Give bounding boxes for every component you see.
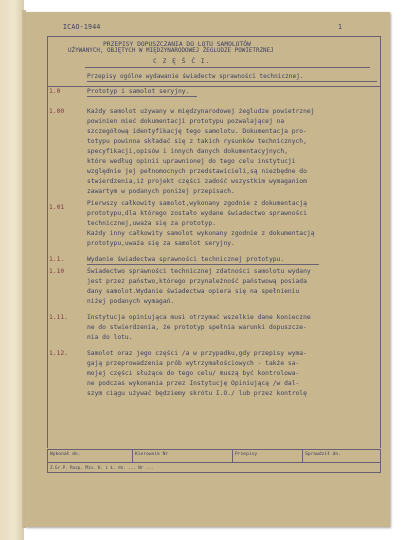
section-underline bbox=[87, 81, 377, 82]
item-line: nia do lotu. bbox=[87, 334, 133, 341]
item-line: jest przez państwo,którego przynależność państwową posiada bbox=[87, 278, 307, 285]
title-line-2: UŻYWANYCH, OBJĘTYCH W MIĘDZYNARODOWEJ ŻEGLUDZE POWIETRZNEJ bbox=[68, 48, 274, 54]
item-number: 1.12. bbox=[49, 350, 68, 357]
title-underline bbox=[85, 67, 370, 68]
page-number: 1 bbox=[338, 23, 343, 31]
item-line: które według opinii uprawnionej do tego celu instytucji bbox=[87, 158, 296, 165]
item-number: 1.1. bbox=[49, 256, 65, 263]
item-line: względnie jej pełnomocnych przedstawicieli,są niezbędne do bbox=[87, 168, 307, 175]
item-line: mojej części służące do tego celu/ muszą być kontrolowa- bbox=[87, 370, 300, 377]
document-page bbox=[25, 12, 390, 527]
margin-rule-right bbox=[380, 36, 381, 448]
footer-table bbox=[47, 449, 381, 473]
item-line: ne do stwierdzenia, że prototyp spełnia warunki dopuszcze- bbox=[87, 324, 307, 331]
part-heading: C Z Ę Ś Ć I. bbox=[153, 58, 211, 65]
item-line: zawartym w podanych poniżej przepisach. bbox=[87, 188, 235, 195]
item-line: Wydanie świadectwa sprawności technicznej prototypu. bbox=[87, 256, 285, 263]
margin-rule-left bbox=[47, 36, 48, 448]
binder-cover bbox=[0, 0, 24, 540]
item-line: niżej podanych wymagań. bbox=[87, 298, 175, 305]
item-number: 1.10 bbox=[49, 268, 65, 275]
item-line: powinien mieć dokumentacji prototypu pozwalającej na bbox=[87, 118, 285, 125]
item-underline bbox=[87, 264, 319, 265]
item-line: Pierwszy całkowity samolot,wykonany zgodnie z dokumentacją bbox=[87, 200, 307, 207]
footer-note: Z.Gr.P. Rozp. Min. K. i Ł. dn. ... Nr ... bbox=[48, 462, 380, 473]
header-rule bbox=[47, 36, 380, 37]
item-number: 1.00 bbox=[49, 108, 65, 115]
item-line: Świadectwo sprawności technicznej zdatności samolotu wydany bbox=[87, 268, 311, 275]
item-line: gają przeprowadzenia prób wytrzymałościowych - także sa- bbox=[87, 360, 300, 367]
footer-cell: Sprawdził dn. bbox=[305, 452, 341, 457]
footer-cell: Przepisy bbox=[233, 450, 303, 462]
item-underline bbox=[87, 96, 197, 97]
item-line: prototypu,dla którego zostało wydane świadectwo sprawności bbox=[87, 210, 307, 217]
item-line: szczegółową identyfikację tego samolotu. Dokumentacja pro- bbox=[87, 128, 307, 135]
item-line: Prototyp i samolot seryjny. bbox=[87, 88, 190, 95]
margin-rule-top bbox=[47, 86, 380, 87]
item-line: dany samolot.Wydanie świadectwa opiera się na spełnieniu bbox=[87, 288, 300, 295]
item-line: technicznej,uważa się za prototyp. bbox=[87, 220, 216, 227]
item-line: Każdy samolot używany w międzynarodowej żegludze powietrznej bbox=[87, 108, 315, 115]
footer-cell: Wykonał dn. bbox=[48, 450, 133, 462]
item-line: szym ciągu używać będziemy skrótu I.O./ lub przez kontrolę bbox=[87, 390, 307, 397]
item-line: ne podczas wykonania przez Instytucję Opiniującą /w dal- bbox=[87, 380, 300, 387]
title-line-1: PRZEPISY DOPUSZCZANIA DO LOTU SAMOLOTÓW bbox=[103, 41, 251, 48]
footer-cell: Kierownik Nr bbox=[133, 450, 233, 462]
item-line: Każdy inny całkowity samolot wykonany zgodnie z dokumentacją bbox=[87, 230, 315, 237]
section-heading: Przepisy ogólne wydawanie świadectw sprawności technicznej. bbox=[87, 73, 304, 80]
item-line: specyfikacji,opisów i innych danych dokumentacyjnych, bbox=[87, 148, 288, 155]
item-number: 1.0 bbox=[49, 88, 61, 95]
item-line: prototypu,uważa się za samolot seryjny. bbox=[87, 240, 235, 247]
item-line: totypu powinna składać się z takich rysunków technicznych, bbox=[87, 138, 307, 145]
item-number: 1.01 bbox=[49, 204, 65, 211]
item-line: Instytucja opiniująca musi otrzymać wszelkie dane konieczne bbox=[87, 314, 311, 321]
document-code: ICAO-1944 bbox=[63, 23, 101, 31]
item-number: 1.11. bbox=[49, 314, 68, 321]
item-line: Samolot oraz jego części /a w przypadku,gdy przepisy wyma- bbox=[87, 350, 307, 357]
item-line: stwierdzenia,iż projekt części zadość wszystkim wymaganiom bbox=[87, 178, 307, 185]
